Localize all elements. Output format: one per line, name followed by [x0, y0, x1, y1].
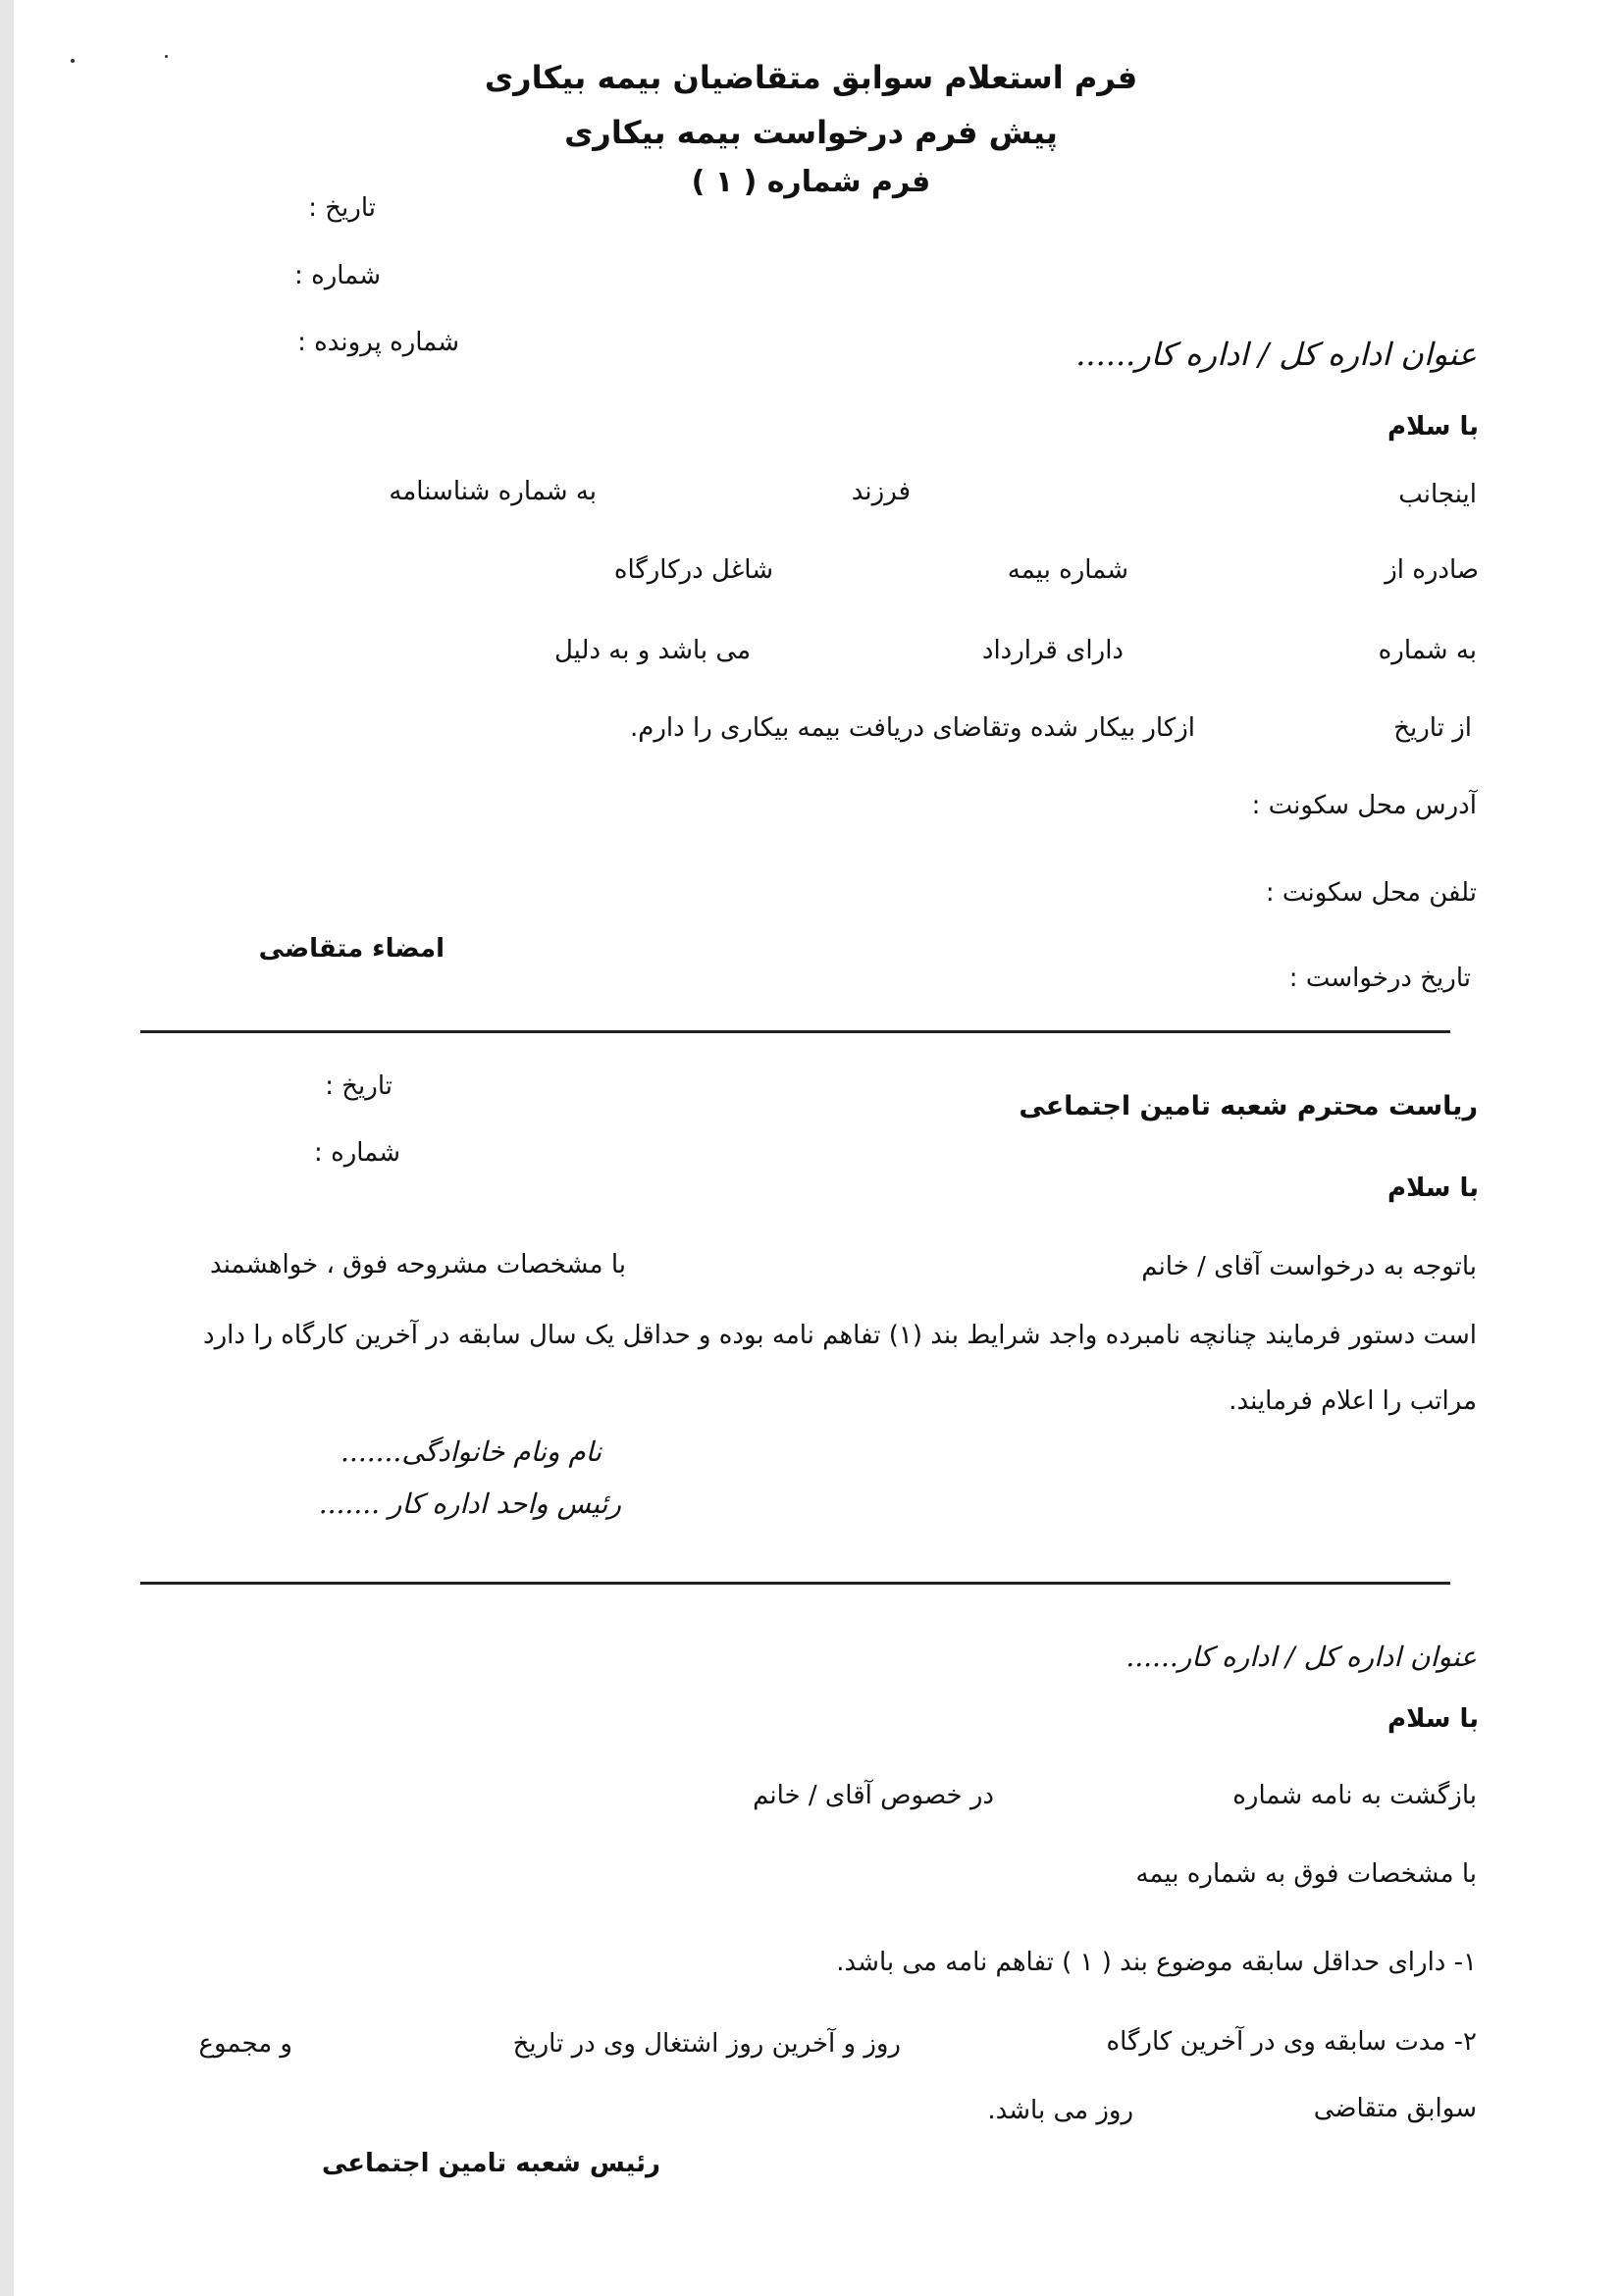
- applicant-signature-label: امضاء متقاضی: [258, 934, 445, 964]
- line1-child-of: فرزند: [851, 477, 911, 506]
- date-label: تاریخ :: [308, 193, 376, 223]
- item3-days: روز می باشد.: [987, 2096, 1133, 2125]
- line2-insurance-number: شماره بیمه: [1007, 555, 1128, 585]
- number-label-2: شماره :: [314, 1138, 400, 1168]
- phone-label: تلفن محل سکونت :: [1265, 878, 1477, 908]
- request-date-label: تاریخ درخواست :: [1288, 964, 1471, 993]
- line3-contract: دارای قرارداد: [981, 636, 1124, 665]
- file-number-label: شماره پرونده :: [297, 328, 459, 357]
- line4-from-date: از تاریخ: [1393, 713, 1472, 743]
- line1-letter-reference: بازگشت به نامه شماره: [1232, 1781, 1477, 1810]
- para1-request: باتوجه به درخواست آقای / خانم: [1141, 1252, 1477, 1281]
- unit-head-label: رئیس واحد اداره کار .......: [318, 1487, 621, 1520]
- number-label: شماره :: [294, 261, 381, 290]
- form-number: فرم شماره ( ۱ ): [691, 165, 931, 199]
- greeting: با سلام: [1387, 412, 1479, 442]
- item1: ۱- دارای حداقل سابقه موضوع بند ( ۱ ) تفاهم نامه می باشد.: [836, 1948, 1477, 1977]
- line4-unemployed-statement: ازکار بیکار شده وتقاضای دریافت بیمه بیکاری را دارم.: [629, 713, 1195, 743]
- item2-last-day: روز و آخرین روز اشتغال وی در تاریخ: [512, 2029, 901, 2059]
- para2: است دستور فرمایند چنانچه نامبرده واجد شرایط بند (۱) تفاهم نامه بوده و حداقل یک سال سابقه در آخرین کارگاه را دارد: [203, 1321, 1477, 1350]
- item3-records: سوابق متقاضی: [1313, 2094, 1477, 2123]
- branch-head-signature: رئیس شعبه تامین اجتماعی: [321, 2149, 660, 2178]
- greeting-2: با سلام: [1387, 1174, 1479, 1203]
- addressee: عنوان اداره کل / اداره کار......: [1075, 336, 1477, 373]
- scan-speck: [165, 55, 168, 58]
- item2-total: و مجموع: [198, 2029, 292, 2059]
- date-label-2: تاریخ :: [325, 1071, 392, 1101]
- section-divider: [140, 1030, 1450, 1033]
- line2-issued-from: صادره از: [1385, 555, 1479, 585]
- form-subtitle: پیش فرم درخواست بیمه بیکاری: [564, 114, 1058, 151]
- name-label: نام ونام خانوادگی.......: [340, 1435, 602, 1468]
- para1-details: با مشخصات مشروحه فوق ، خواهشمند: [210, 1250, 626, 1279]
- line2-workplace: شاغل درکارگاه: [613, 555, 773, 585]
- greeting-3: با سلام: [1387, 1704, 1479, 1734]
- scan-edge: [0, 0, 14, 2296]
- section-divider: [140, 1582, 1450, 1585]
- para3: مراتب را اعلام فرمایند.: [1229, 1386, 1477, 1416]
- address-label: آدرس محل سکونت :: [1251, 791, 1477, 820]
- form-title: فرم استعلام سوابق متقاضیان بیمه بیکاری: [484, 59, 1138, 96]
- line2-insurance: با مشخصات فوق به شماره بیمه: [1135, 1859, 1477, 1889]
- line1-id-number: به شماره شناسنامه: [389, 477, 597, 506]
- line3-number: به شماره: [1378, 636, 1477, 665]
- line3-reason: می باشد و به دلیل: [553, 636, 751, 665]
- addressee-3: عنوان اداره کل / اداره کار......: [1125, 1641, 1477, 1673]
- addressee-2: ریاست محترم شعبه تامین اجتماعی: [1019, 1091, 1478, 1122]
- item2-last-workplace: ۲- مدت سابقه وی در آخرین کارگاه: [1106, 2027, 1477, 2057]
- line1-regarding: در خصوص آقای / خانم: [753, 1781, 994, 1810]
- line1-applicant: اینجانب: [1398, 480, 1477, 509]
